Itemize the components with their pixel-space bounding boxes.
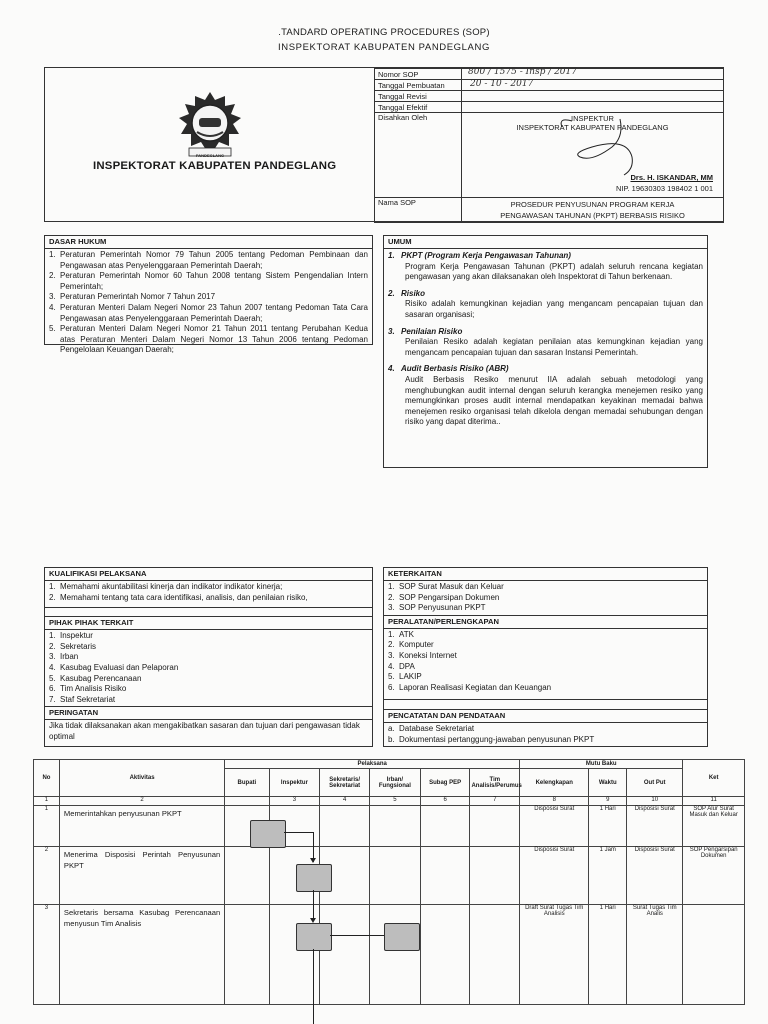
- pencatatan-list: [384, 723, 707, 746]
- mutu-col-header: Waktu: [589, 769, 627, 797]
- list-item: b. Dokumentasi pertanggung-jawaban penyusunan PKPT: [388, 734, 595, 744]
- doc-header-subtitle: INSPEKTORAT KABUPATEN PANDEGLANG: [278, 42, 490, 53]
- kualifikasi-list: [45, 581, 372, 608]
- peralatan-heading: PERALATAN/PERLENGKAPAN: [384, 616, 707, 629]
- list-item: 2. Risiko Risiko adalah kemungkinan kejadian yang mengancam pencapaian tujuan dan sasaran organisasi;: [388, 288, 703, 319]
- list-item: 5. Kasubag Perencanaan: [49, 673, 142, 683]
- peringatan-heading: PERINGATAN: [45, 707, 372, 720]
- flow-arrow-icon: [310, 858, 316, 863]
- value-disahkan-oleh: [462, 113, 724, 198]
- list-item: 5. LAKIP: [388, 672, 422, 682]
- role-header: Inspektur: [269, 769, 320, 797]
- signer-title: INSPEKTUR: [571, 114, 614, 123]
- value-nomor-sop: [462, 69, 724, 80]
- col-number: 8: [520, 797, 589, 806]
- value-tanggal-revisi: [462, 91, 724, 102]
- activity-flow-table: [33, 759, 745, 1005]
- kualifikasi-pihak-block: [44, 567, 373, 747]
- list-item: 1. SOP Surat Masuk dan Keluar: [388, 582, 504, 591]
- flow-connector: [284, 832, 314, 833]
- dasar-hukum-heading: DASAR HUKUM: [45, 236, 372, 249]
- label-nama-sop: Nama SOP: [375, 198, 462, 223]
- label-disahkan-oleh: Disahkan Oleh: [375, 113, 462, 198]
- nama-sop-line2: PENGAWASAN TAHUNAN (PKPT) BERBASIS RISIKO: [500, 211, 685, 220]
- list-item: 2. Peraturan Pemerintah Nomor 60 Tahun 2008 tentang Sistem Pengendalian Intern Pemerintah;: [49, 271, 368, 291]
- process-box-subag-pep: [384, 923, 420, 951]
- list-item: 2. Komputer: [388, 640, 434, 650]
- col-number: 5: [370, 797, 421, 806]
- process-box-inspektur: [250, 820, 286, 848]
- list-item: 3. Irban: [49, 652, 79, 662]
- umum-heading: UMUM: [384, 236, 707, 249]
- peringatan-text: Jika tidak dilaksanakan akan mengakibatkan sasaran dan tujuan dari pengawasan tidak optimal: [49, 721, 360, 741]
- flow-connector: [313, 890, 314, 920]
- col-number: [225, 797, 269, 806]
- nama-sop-line1: PROSEDUR PENYUSUNAN PROGRAM KERJA: [510, 200, 675, 209]
- list-item: 1. PKPT (Program Kerja Pengawasan Tahunan) Program Kerja Pengawasan Tahunan (PKPT) adalah seluruh rencana kegiatan pengawasan yang akan dilaksanakan oleh Inspektorat di Tahun berkenaan.: [388, 251, 703, 282]
- list-item: 1. Peraturan Pemerintah Nomor 79 Tahun 2005 tentang Pedoman Pembinaan dan Pengawasan atas Penyelenggaraan Pemerintah Daerah;: [49, 250, 368, 270]
- list-item: 3. Peraturan Pemerintah Nomor 7 Tahun 2017: [49, 292, 216, 302]
- identity-left-cell: [45, 68, 375, 221]
- list-item: 2. Memahami tentang tata cara identifikasi, analisis, dan penilaian risiko,: [49, 592, 308, 602]
- identity-block: [44, 67, 724, 222]
- agency-name: INSPEKTORAT KABUPATEN PANDEGLANG: [93, 160, 337, 172]
- col-pelaksana-header: Pelaksana: [225, 760, 520, 769]
- list-item: 4. Audit Berbasis Risiko (ABR) Audit Berbasis Resiko menurut IIA adalah sebuah metodologi yang menghubungkan audit internal dengan seluruh kerangka menejemen resiko yang memungkinkan proses audit internal mendapatkan keyakinan memadai bahwa menejemen resiko organisasi telah dikelola dengan memadai sehubungan dengan risiko yang dapat diterima..: [388, 364, 703, 427]
- mutu-col-header: Kelengkapan: [520, 769, 589, 797]
- role-header: Subag PEP: [420, 769, 470, 797]
- col-number: 2: [59, 797, 224, 806]
- spacer: [45, 608, 372, 617]
- list-item: 4. Kasubag Evaluasi dan Pelaporan: [49, 662, 179, 672]
- flow-connector: [313, 949, 314, 1024]
- pihak-heading: PIHAK PIHAK TERKAIT: [45, 617, 372, 630]
- keterkaitan-peralatan-block: [383, 567, 708, 747]
- tanggal-pembuatan-handwritten: 20 - 10 - 2017: [470, 79, 534, 89]
- list-item: 1. Memahami akuntabilitasi kinerja dan indikator indikator kinerja;: [49, 582, 283, 591]
- keterkaitan-list: [384, 581, 707, 616]
- process-box-sekretaris: [296, 864, 332, 892]
- signer-agency: INSPEKTORAT KABUPATEN PANDEGLANG: [516, 123, 669, 132]
- mutu-col-header: Out Put: [627, 769, 683, 797]
- kualifikasi-heading: KUALIFIKASI PELAKSANA: [45, 568, 372, 581]
- dasar-hukum-list: [45, 249, 372, 357]
- col-number: 1: [34, 797, 60, 806]
- doc-header-title: .TANDARD OPERATING PROCEDURES (SOP): [278, 27, 490, 38]
- col-number: 9: [589, 797, 627, 806]
- table-row: 1 Memerintahkan penyusunan PKPT Disposisi Surat 1 Hari Disposisi Surat SOP Alur Surat Masuk dan Keluar: [34, 806, 745, 847]
- nomor-sop-handwritten: 800 / 1575 - Insp / 2017: [468, 67, 577, 77]
- table-row: 3 Sekretaris bersama Kasubag Perencanaan menyusun Tim Analisis Draft Surat Tugas Tim Analisis 1 Hari Surat Tugas Tim Analis: [34, 905, 745, 1005]
- keterkaitan-heading: KETERKAITAN: [384, 568, 707, 581]
- list-item: 1. ATK: [388, 629, 414, 639]
- list-item: 3. Koneksi Internet: [388, 650, 457, 660]
- role-header: Bupati: [225, 769, 269, 797]
- list-item: 4. Peraturan Menteri Dalam Negeri Nomor 23 Tahun 2007 tentang Pedoman Tata Cara Pengawasan atas Penyelenggaraan Pemerintah Daerah;: [49, 302, 368, 323]
- dasar-hukum-section: [44, 235, 373, 355]
- list-item: 2. Sekretaris: [49, 641, 97, 651]
- value-tanggal-efektif: [462, 102, 724, 113]
- pihak-list: [45, 630, 372, 707]
- pencatatan-heading: PENCATATAN DAN PENDATAAN: [384, 710, 707, 723]
- col-number: 4: [320, 797, 370, 806]
- label-tanggal-revisi: Tanggal Revisi: [375, 91, 462, 102]
- value-tanggal-pembuatan: [462, 80, 724, 91]
- label-tanggal-efektif: Tanggal Efektif: [375, 102, 462, 113]
- role-header: Sekretaris/ Sekretariat: [320, 769, 370, 797]
- list-item: 4. DPA: [388, 661, 415, 671]
- label-tanggal-pembuatan: Tanggal Pembuatan: [375, 80, 462, 91]
- value-nama-sop: [462, 198, 724, 223]
- list-item: 1. Inspektur: [49, 631, 93, 641]
- col-number: 7: [470, 797, 520, 806]
- list-item: 7. Staf Sekretariat: [49, 694, 116, 704]
- regency-emblem-icon: [175, 90, 245, 162]
- role-header: Irban/ Fungsional: [370, 769, 421, 797]
- col-aktivitas-header: Aktivitas: [59, 760, 224, 797]
- list-item: 2. SOP Pengarsipan Dokumen: [388, 592, 500, 602]
- label-nomor-sop: Nomor SOP: [375, 69, 462, 80]
- list-item: 3. SOP Penyusunan PKPT: [388, 603, 486, 613]
- list-item: 6. Laporan Realisasi Kegiatan dan Keuangan: [388, 682, 552, 692]
- role-header: Tim Analisis/Perumus: [470, 769, 520, 797]
- peralatan-list: [384, 629, 707, 701]
- list-item: 6. Tim Analisis Risiko: [49, 684, 127, 694]
- col-no-header: No: [34, 760, 60, 797]
- umum-section: [383, 235, 708, 468]
- col-number: 10: [627, 797, 683, 806]
- list-item: 5. Peraturan Menteri Dalam Negeri Nomor 21 Tahun 2011 tentang Perubahan Kedua atas Peraturan Menteri Dalam Negeri Nomor 13 Tahun 2006 tentang Pedoman Pengelolaan Keuangan Daerah;: [49, 324, 368, 355]
- col-number: 11: [683, 797, 745, 806]
- spacer: [384, 700, 707, 710]
- col-mutu-header: Mutu Baku: [520, 760, 683, 769]
- col-number: 3: [269, 797, 320, 806]
- emblem-caption: PANDEGLANG: [195, 153, 225, 158]
- signature-mark: [532, 117, 652, 177]
- col-number: 6: [420, 797, 470, 806]
- list-item: 3. Penilaian Risiko Penilaian Resiko adalah kegiatan penilaian atas kemungkinan kejadian yang mengancam pencapaian tujuan dan sasaran Instansi Pemerintah.: [388, 326, 703, 357]
- umum-list: [384, 249, 707, 428]
- process-box-sekretaris-2: [296, 923, 332, 951]
- table-row: 2 Menerima Disposisi Perintah Penyusunan PKPT Disposisi Surat 1 Jam Disposisi Surat SOP Pengarsipan Dokumen: [34, 847, 745, 905]
- sop-field-table: [374, 68, 724, 223]
- signer-name: Drs. H. ISKANDAR, MM: [630, 173, 713, 182]
- col-ket-header: Ket: [683, 760, 745, 797]
- signer-nip: NIP. 19630303 198402 1 001: [615, 184, 713, 193]
- flow-connector: [330, 935, 384, 936]
- list-item: a. Database Sekretariat: [388, 724, 475, 734]
